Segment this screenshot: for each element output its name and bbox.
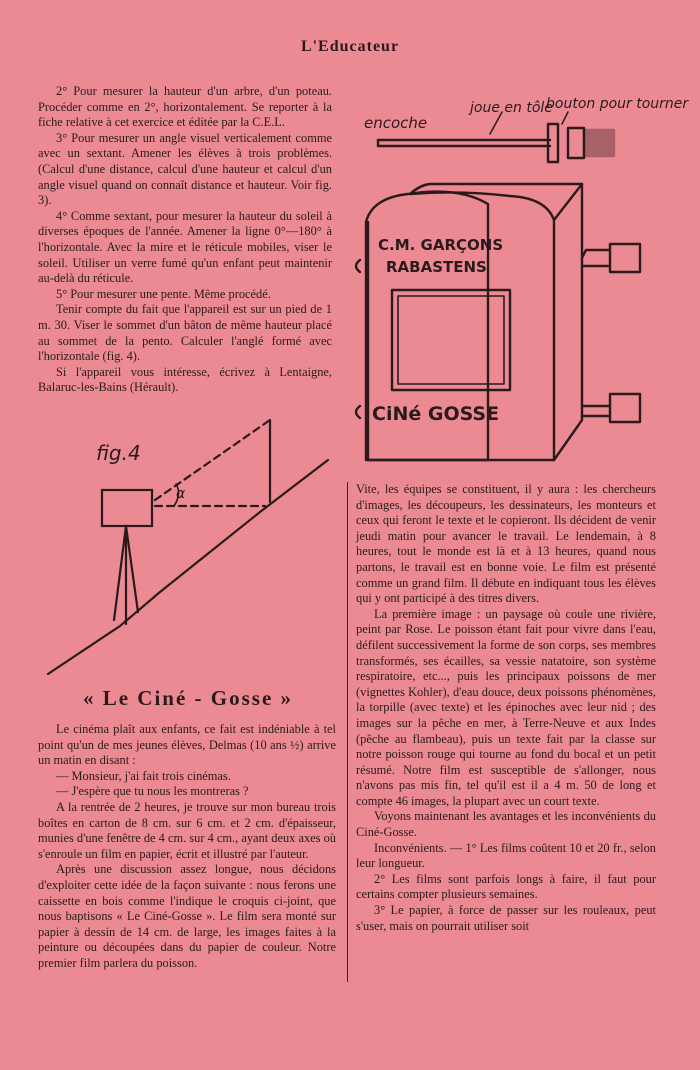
right-column: [356, 482, 656, 934]
cine-gosse-device-sketch: [350, 90, 689, 475]
paragraph: Après une discussion assez longue, nous décidons d'exploiter cette idée de la façon suivante : nous ferons une caissette en bois comme l'indique le croquis ci-joint, que nous baptisons « Le Ciné-Gosse ». Le film sera monté sur papier à dessin de 14 cm. de large, les images faites à la peinture ou découpées dans du papier de couleur. Notre premier film parlera du poisson.: [38, 862, 336, 970]
paragraph: 5° Pour mesurer une pente. Même procédé.: [56, 286, 271, 301]
dialogue-line: — Monsieur, j'ai fait trois cinémas.: [56, 768, 231, 783]
fig4-label: fig.4: [96, 441, 141, 465]
left-column-bottom: [38, 722, 336, 972]
paragraph: Vite, les équipes se constituent, il y aura : les chercheurs d'images, les découpeurs, les dessinateurs, les monteurs et ceux qui feront le texte et le copieront. Ils décident de venir jeudi matin pour avancer le travail. Le lendemain, à 8 heures, tout le monde est là et à 13 heures, quand nous partons, le travail est en bonne voie. Le film est présenté comme un grand film. Il débute en indiquant tous les élèves qui y ont participé à des titres divers.: [356, 482, 656, 606]
school-line-1: C.M. GARÇONS: [378, 236, 504, 254]
paragraph: 2° Pour mesurer la hauteur d'un arbre, d'un poteau. Procéder comme en 2°, horizontalement. Se reporter à la fiche relative à cet exercice et éditée par la C.E.L.: [38, 84, 332, 130]
article-title: « Le Ciné - Gosse »: [82, 686, 294, 710]
column-divider: [347, 482, 348, 982]
paragraph: Voyons maintenant les avantages et les inconvénients du Ciné-Gosse.: [356, 809, 656, 840]
paragraph: 4° Comme sextant, pour mesurer la hauteur du soleil à diverses époques de l'année. Amener la ligne 0°—180° à l'horizontale. Avec la mire et le réticule mobiles, viser le soleil. Utiliser un verre fumé qu'un enfant peut maintenir au-delà du réticule.: [38, 208, 332, 286]
bouton-label: bouton pour tourner: [546, 96, 689, 112]
paragraph: A la rentrée de 2 heures, je trouve sur mon bureau trois boîtes en carton de 8 cm. sur 6 cm. et 2 cm. d'épaisseur, munies d'une fenêtre de 4 cm. sur 4 cm., ayant deux axes où s'enroule un film en papier, écrit et illustré par l'auteur.: [38, 799, 336, 861]
paragraph: Le cinéma plaît aux enfants, ce fait est indéniable à tel point qu'un de mes jeunes élèves, Delmas (10 ans ½) arrive un matin en disant :: [38, 722, 336, 768]
paragraph: Si l'appareil vous intéresse, écrivez à Lentaigne, Balaruc-les-Bains (Hérault).: [38, 364, 332, 395]
fig4-angle-label: α: [176, 486, 186, 502]
paragraph: 2° Les films sont parfois longs à faire, il faut pour certains compter plusieurs semaines.: [356, 871, 656, 902]
encoche-label: encoche: [364, 114, 428, 132]
device-brand-label: CiNé GOSSE: [372, 403, 500, 425]
paragraph: La première image : un paysage où coule une rivière, peint par Rose. Le poisson étant fait pour vivre dans l'eau, défilent successivement la forme de son corps, ses membres transformés, ses écailles, sa vessie natatoire, son système respiratoire, etc..., puis les principaux poissons de mer (vignettes Kohler), d'eau douce, deux poissons phénomènes, la torpille (avec texte) et les épinoches avec leur nid ; des images sur la pêche en mer, à Terre-Neuve et aux Indes (pêche au flambeau), puis un texte fait par la classe sur notre poisson rouge qui tourne au fond du bocal et un petit résumé. Notre film est susceptible de s'allonger, nous n'avons pas mis fin, tel qu'il est il a 4 m. 50 de long et compte 46 images, la plupart avec un court texte.: [356, 606, 656, 808]
paragraph: 3° Pour mesurer un angle visuel verticalement comme avec un sextant. Amener les élèves à trois problèmes. (Calcul d'une distance, calcul d'une hauteur et calcul d'un angle visuel quand on connaît distance et hauteur. Voir fig. 3).: [38, 130, 332, 208]
paragraph: Inconvénients. — 1° Les films coûtent 10 et 20 fr., selon leur longueur.: [356, 840, 656, 871]
paragraph: 3° Le papier, à force de passer sur les rouleaux, peut s'user, mais on pourrait utiliser soit: [356, 903, 656, 933]
left-column-top: [38, 84, 332, 396]
paragraph: Tenir compte du fait que l'appareil est sur un pied de 1 m. 30. Viser le sommet d'un bâton de même hauteur placé au sommet de la pento. Calculer l'anglé formé avec l'horizontale (fig. 4).: [38, 302, 332, 364]
dialogue-line: — J'espère que tu nous les montreras ?: [56, 784, 249, 799]
school-line-2: RABASTENS: [386, 258, 487, 276]
page-header: L'Educateur: [300, 38, 400, 55]
figure-4-slope-sketch: [40, 412, 340, 682]
joue-label: joue en tôle: [470, 100, 553, 116]
